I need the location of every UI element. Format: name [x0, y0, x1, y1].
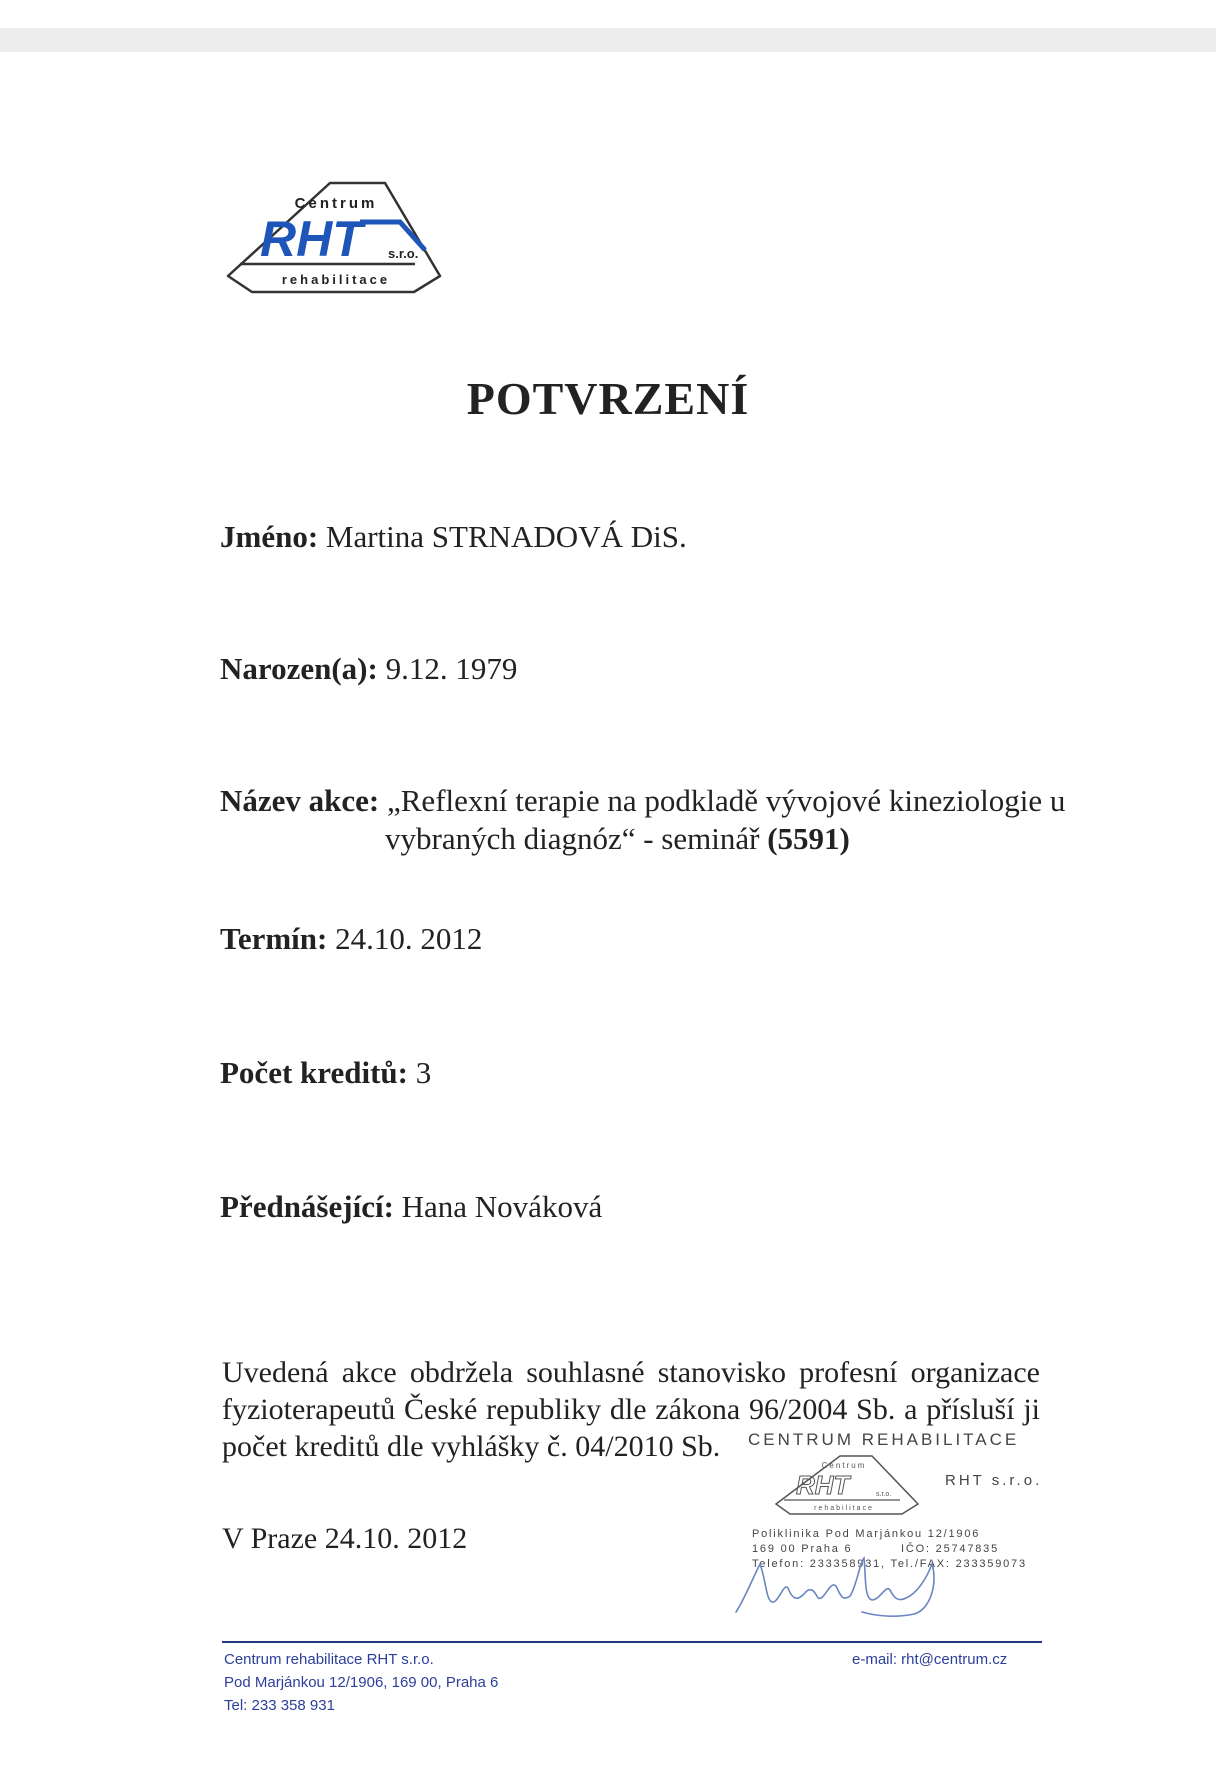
stamp-logo	[768, 1454, 923, 1520]
logo-bottom-text: rehabilitace	[281, 272, 391, 287]
event-code: (5591)	[767, 821, 850, 856]
stamp-firm: RHT s.r.o.	[945, 1472, 1043, 1489]
stamp-logo-brand: RHT	[796, 1470, 850, 1500]
rht-logo	[210, 180, 460, 310]
credits-value: 3	[415, 1055, 432, 1090]
top-scan-border	[0, 28, 1216, 52]
footer-divider	[222, 1641, 1042, 1643]
stamp-address2: 169 00 Praha 6 IČO: 25747835	[752, 1543, 999, 1555]
credits-label: Počet kreditů:	[220, 1055, 408, 1090]
stamp-logo-suffix: s.r.o.	[876, 1491, 892, 1498]
stamp-phone: Telefon: 233358931, Tel./FAX: 233359073	[752, 1558, 1027, 1570]
event-label: Název akce:	[220, 783, 380, 818]
name-label: Jméno:	[220, 519, 319, 554]
event-line2	[385, 818, 850, 860]
lecturer-value: Hana Nováková	[401, 1189, 603, 1224]
term-value: 24.10. 2012	[335, 921, 483, 956]
footer-address: Pod Marjánkou 12/1906, 169 00, Praha 6	[224, 1674, 499, 1691]
logo-suffix-text: s.r.o.	[388, 246, 419, 261]
event-title-line2: vybraných diagnóz“ - seminář	[385, 821, 760, 856]
footer-email[interactable]: e-mail: rht@centrum.cz	[852, 1651, 1008, 1668]
born-label: Narozen(a):	[220, 651, 378, 686]
born-value: 9.12. 1979	[385, 651, 518, 686]
logo-top-text: Centrum	[294, 195, 378, 212]
stamp-name: CENTRUM REHABILITACE	[748, 1430, 1020, 1449]
name-value: Martina STRNADOVÁ DiS.	[325, 519, 687, 554]
born-field	[220, 648, 517, 690]
paragraph-line2: fyzioterapeutů České republiky dle zákona 96/2004 Sb. a přísluší ji	[222, 1393, 1040, 1426]
term-field	[220, 918, 482, 960]
footer-phone: Tel: 233 358 931	[224, 1697, 335, 1714]
paragraph-line3: počet kreditů dle vyhlášky č. 04/2010 Sb.	[222, 1430, 721, 1463]
signature	[726, 1540, 966, 1620]
footer-company: Centrum rehabilitace RHT s.r.o.	[224, 1651, 434, 1668]
term-label: Termín:	[220, 921, 328, 956]
credits-field	[220, 1052, 431, 1094]
event-field	[220, 780, 1065, 822]
stamp-address1: Poliklinika Pod Marjánkou 12/1906	[752, 1528, 981, 1540]
event-title-line1: „Reflexní terapie na podkladě vývojové kineziologie u	[387, 783, 1066, 818]
lecturer-label: Přednášející:	[220, 1189, 394, 1224]
name-field	[220, 516, 687, 558]
paragraph-line1: Uvedená akce obdržela souhlasné stanovisko profesní organizace	[222, 1356, 1040, 1389]
page-title: POTVRZENÍ	[466, 373, 750, 424]
footer-contact	[224, 1648, 498, 1717]
stamp-logo-top: Centrum	[821, 1461, 867, 1470]
lecturer-field	[220, 1186, 602, 1228]
stamp-logo-bottom: rehabilitace	[814, 1505, 874, 1512]
logo-brand-text: RHT	[260, 211, 363, 267]
place-date: V Praze 24.10. 2012	[222, 1522, 468, 1555]
